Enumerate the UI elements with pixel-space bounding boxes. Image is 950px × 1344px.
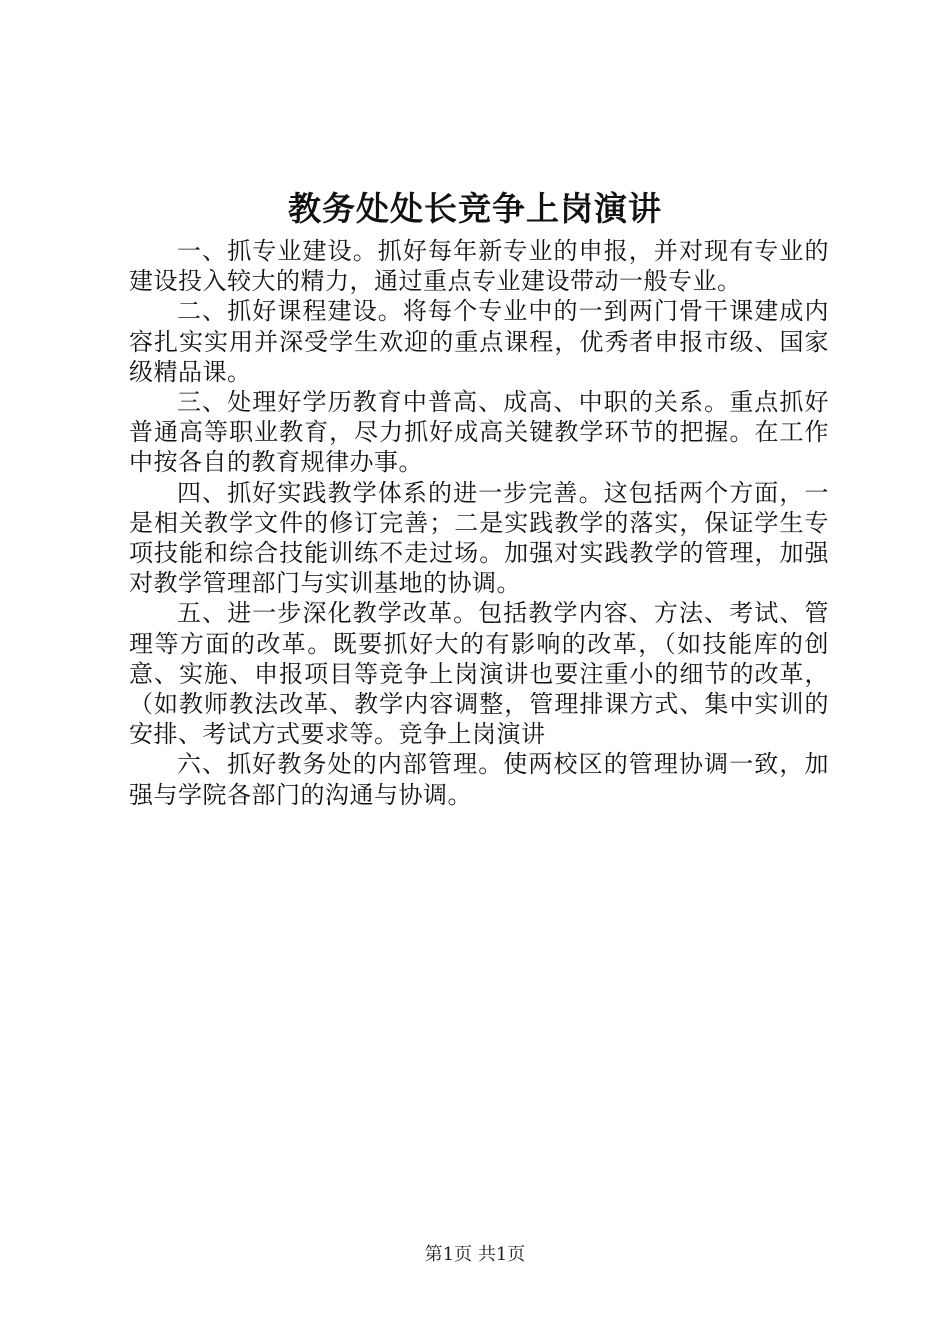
paragraph-6: 六、抓好教务处的内部管理。使两校区的管理协调一致，加强与学院各部门的沟通与协调。: [129, 750, 829, 809]
document-body: [129, 236, 829, 810]
page-footer: 第1页 共1页: [424, 1244, 526, 1265]
paragraph-1: 一、抓专业建设。抓好每年新专业的申报，并对现有专业的建设投入较大的精力，通过重点专业建设带动一般专业。: [129, 237, 829, 296]
paragraph-3: 三、处理好学历教育中普高、成高、中职的关系。重点抓好普通高等职业教育，尽力抓好成高关键教学环节的把握。在工作中按各自的教育规律办事。: [129, 388, 829, 477]
document-title: 教务处处长竞争上岗演讲: [288, 189, 662, 228]
paragraph-5: 五、进一步深化教学改革。包括教学内容、方法、考试、管理等方面的改革。既要抓好大的有影响的改革，（如技能库的创意、实施、申报项目等竞争上岗演讲也要注重小的细节的改革，（如教师教法改革、教学内容调整，管理排课方式、集中实训的安排、考试方式要求等。竞争上岗演讲: [129, 599, 829, 749]
paragraph-4: 四、抓好实践教学体系的进一步完善。这包括两个方面，一是相关教学文件的修订完善；二是实践教学的落实，保证学生专项技能和综合技能训练不走过场。加强对实践教学的管理，加强对教学管理部门与实训基地的协调。: [129, 478, 829, 598]
paragraph-2: 二、抓好课程建设。将每个专业中的一到两门骨干课建成内容扎实实用并深受学生欢迎的重点课程，优秀者申报市级、国家级精品课。: [129, 297, 829, 386]
